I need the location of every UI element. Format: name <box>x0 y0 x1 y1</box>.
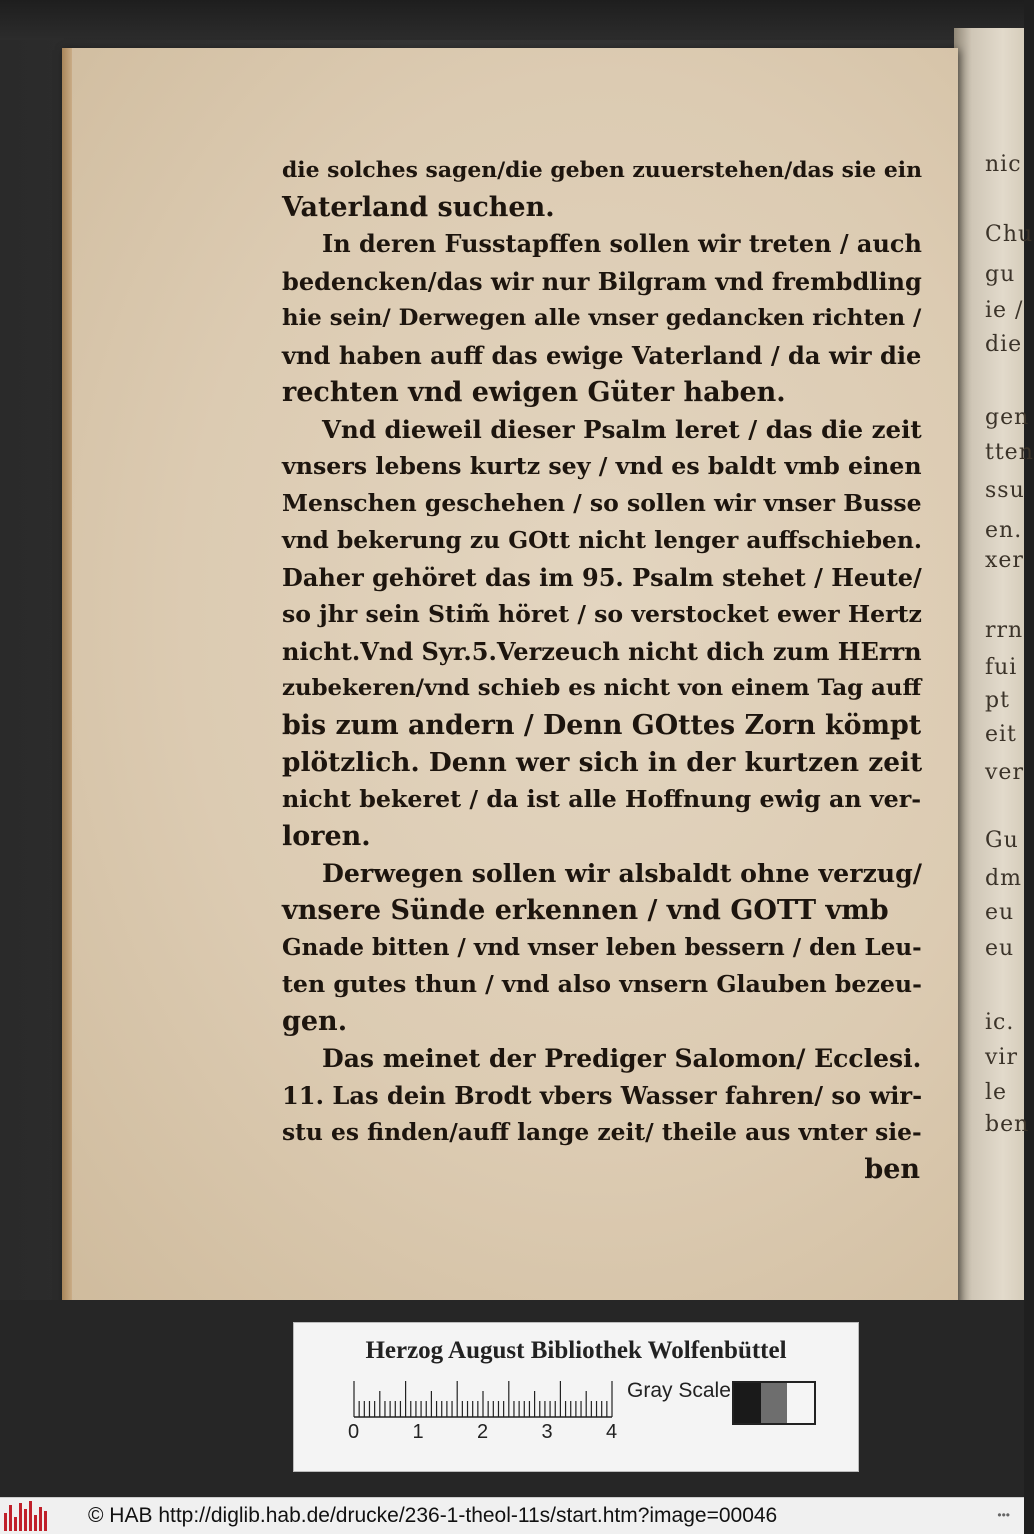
facing-text-fragment: vir <box>985 1045 1018 1070</box>
text-line: Vnd dieweil dieser Psalm leret / das die zeit <box>322 415 922 444</box>
ruler-number: 1 <box>412 1421 424 1443</box>
facing-text-fragment: en. <box>985 518 1023 543</box>
text-line: bis zum andern / Denn GOttes Zorn kömpt <box>282 710 922 741</box>
facing-text-fragment: eu <box>985 936 1015 961</box>
text-line: zubekeren/vnd schieb es nicht von einem Tag auff <box>282 675 922 701</box>
ruler-scale <box>354 1379 612 1419</box>
ruler-numbers <box>344 1421 624 1445</box>
text-line: nicht.Vnd Syr.5.Verzeuch nicht dich zum HErrn <box>282 637 922 666</box>
facing-text-fragment: ben <box>985 1112 1030 1137</box>
text-line: nicht bekeret / da ist alle Hoffnung ewig an ver- <box>282 785 922 813</box>
text-line: 11. Las dein Brodt vbers Wasser fahren/ so wir- <box>282 1081 923 1110</box>
text-line: bedencken/das wir nur Bilgram vnd frembdling <box>282 267 922 296</box>
text-line: vnsers lebens kurtz sey / vnd es baldt vmb einen <box>282 452 922 480</box>
text-line: vnd bekerung zu GOtt nicht lenger auffschieben. <box>282 526 923 554</box>
facing-text-fragment: eu <box>985 900 1015 925</box>
logo-bar <box>24 1509 27 1531</box>
footer-menu-dots[interactable]: ••• <box>997 1508 1010 1522</box>
facing-text-fragment: dm <box>985 866 1022 891</box>
facing-text-fragment: nic <box>985 152 1022 177</box>
footer-bar <box>0 1497 1024 1534</box>
library-name: Herzog August Bibliothek Wolfenbüttel <box>365 1337 787 1364</box>
facing-text-fragment: die <box>985 332 1023 357</box>
gray-swatch <box>734 1383 761 1423</box>
facing-text-fragment: rrn <box>985 618 1024 643</box>
logo-bar <box>19 1503 22 1531</box>
facing-text-fragment: ic. <box>985 1010 1015 1035</box>
facing-text-fragment: ssu <box>985 478 1025 503</box>
logo-bar <box>4 1513 7 1531</box>
text-line: stu es finden/auff lange zeit/ theile aus vnter sie- <box>282 1118 922 1146</box>
footer-copyright[interactable]: © HAB http://diglib.hab.de/drucke/236-1-theol-11s/start.htm?image=00046 <box>88 1504 778 1527</box>
logo-bar <box>29 1501 32 1531</box>
facing-text-fragment: eit <box>985 722 1017 747</box>
facing-text-fragment: ver <box>985 760 1024 785</box>
logo-bar <box>44 1511 47 1531</box>
text-line: loren. <box>282 821 371 852</box>
text-line: Daher gehöret das im 95. Psalm stehet / Heute/ <box>282 563 922 592</box>
text-line: so jhr sein Stim̃ höret / so verstocket ewer Hertz <box>282 600 922 628</box>
grayscale-label: Gray Scale <box>627 1379 731 1402</box>
ruler-number: 2 <box>477 1421 489 1443</box>
facing-text-fragment: le <box>985 1080 1008 1105</box>
text-line: Vaterland suchen. <box>282 192 555 223</box>
text-line: ten gutes thun / vnd also vnsern Glauben bezeu- <box>282 970 922 998</box>
ruler-number: 4 <box>606 1421 618 1443</box>
ruler-number: 0 <box>348 1421 360 1443</box>
library-color-card <box>293 1322 859 1472</box>
text-line: plötzlich. Denn wer sich in der kurtzen zeit <box>282 747 923 778</box>
logo-bar <box>9 1505 12 1531</box>
text-line: rechten vnd ewigen Güter haben. <box>282 377 786 408</box>
facing-text-fragment: pt <box>985 688 1010 713</box>
text-line: Das meinet der Prediger Salomon/ Ecclesi. <box>322 1043 922 1073</box>
facing-text-fragment: ie / <box>985 298 1024 323</box>
facing-text-fragment: xer <box>985 548 1024 573</box>
facing-text-fragment: fui <box>985 655 1018 680</box>
text-line: hie sein/ Derwegen alle vnser gedancken richten / <box>282 305 922 331</box>
ruler-number: 3 <box>541 1421 553 1443</box>
page-text-block <box>282 152 922 1188</box>
facing-text-fragment: Gu <box>985 828 1019 853</box>
logo-bar <box>39 1507 42 1531</box>
facing-text-fragment: Chu <box>985 222 1034 247</box>
text-line: Derwegen sollen wir alsbaldt ohne verzug/ <box>322 858 922 888</box>
text-line: Menschen geschehen / so sollen wir vnser Busse <box>282 489 922 517</box>
logo-bar <box>34 1515 37 1531</box>
facing-text-fragment: gen <box>985 405 1030 430</box>
text-line: In deren Fusstapffen sollen wir treten / auch <box>322 230 922 258</box>
gray-swatch <box>787 1383 814 1423</box>
grayscale-swatches <box>732 1381 816 1425</box>
text-line: vnd haben auff das ewige Vaterland / da wir die <box>282 341 922 370</box>
page-edge <box>62 48 72 1304</box>
gray-swatch <box>761 1383 788 1423</box>
text-line: die solches sagen/die geben zuuerstehen/das sie ein <box>282 157 922 183</box>
hab-logo-icon <box>4 1501 50 1531</box>
text-line: ben <box>864 1154 920 1185</box>
text-line: gen. <box>282 1006 348 1037</box>
facing-text-fragment: tten <box>985 440 1034 465</box>
facing-text-fragment: gu <box>985 262 1016 287</box>
text-line: vnsere Sünde erkennen / vnd GOTT vmb <box>282 895 889 926</box>
logo-bar <box>14 1517 17 1531</box>
text-line: Gnade bitten / vnd vnser leben bessern / den Leu- <box>282 934 922 961</box>
scan-background-top <box>0 0 1024 40</box>
